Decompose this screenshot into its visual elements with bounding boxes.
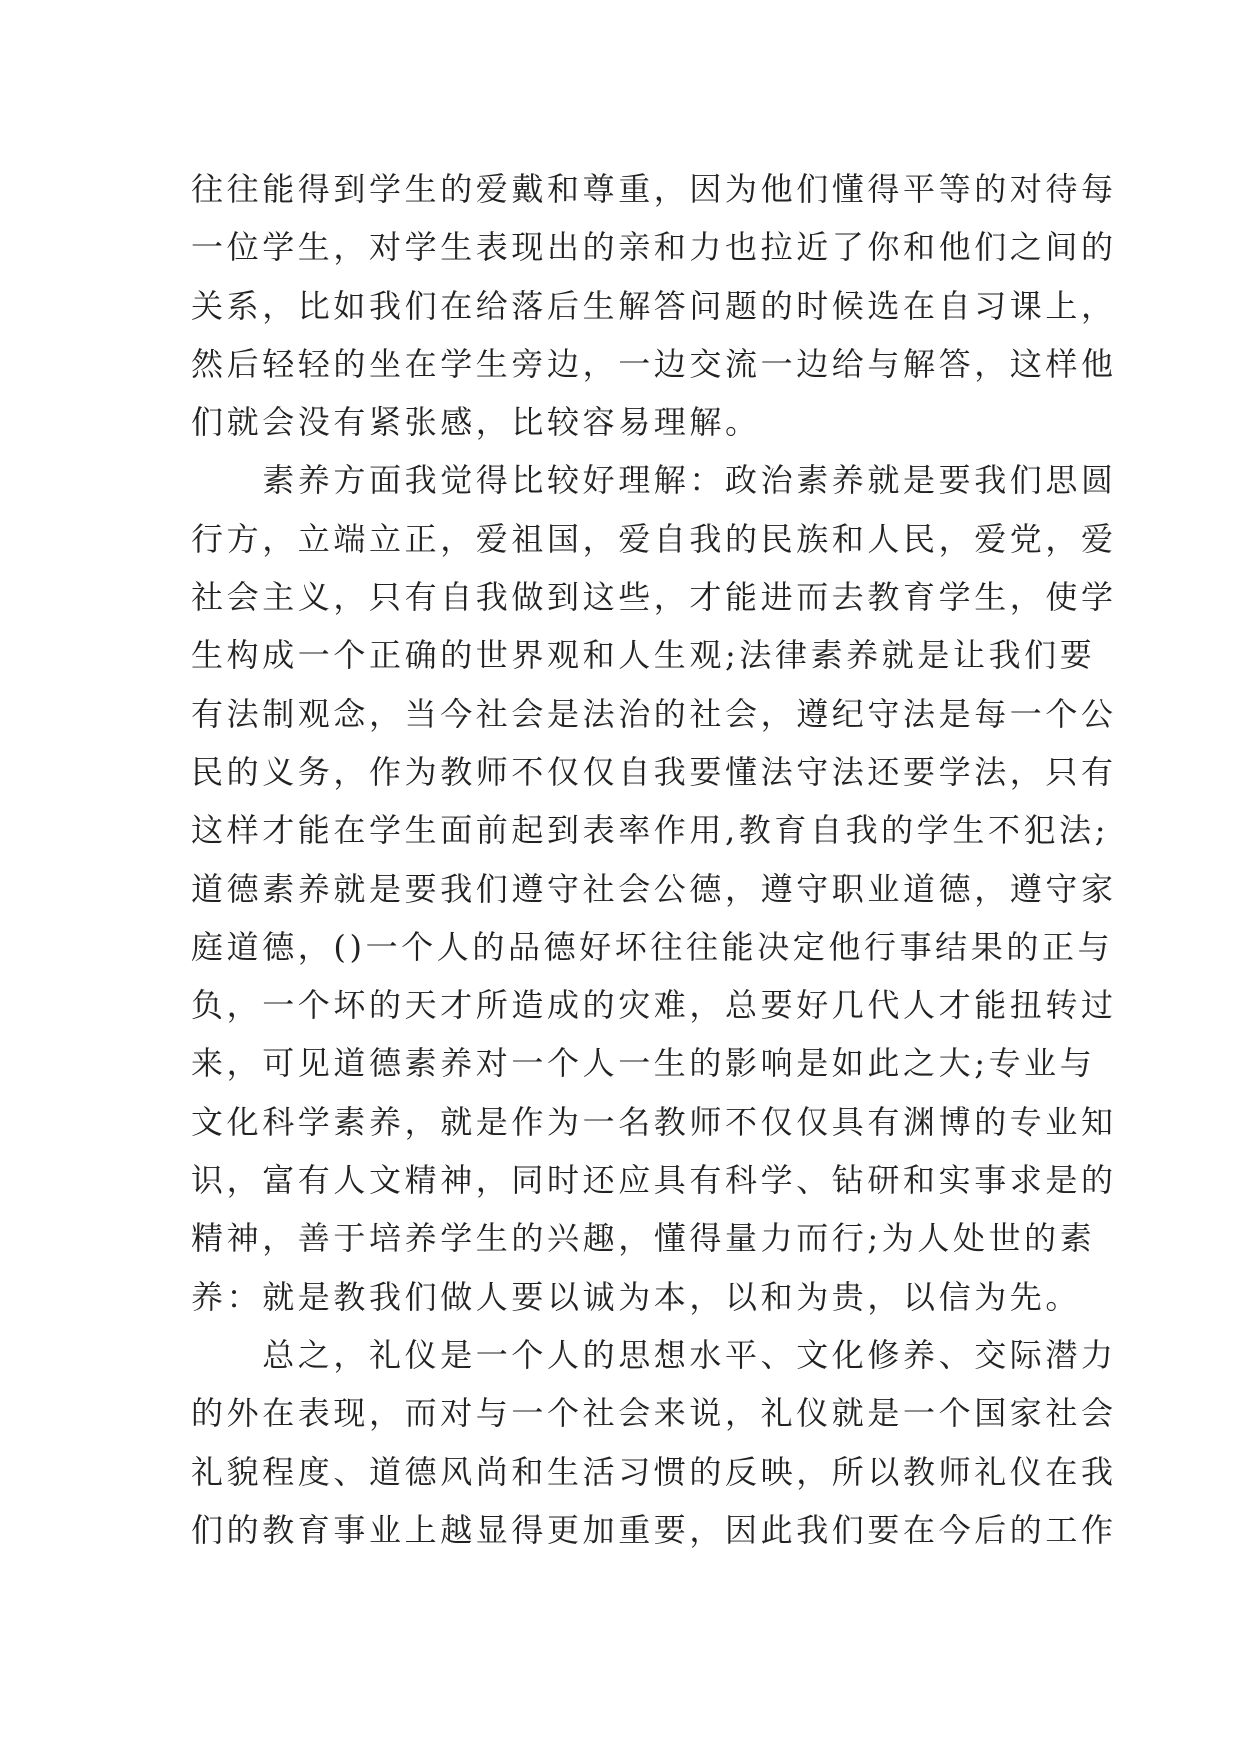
text-line: 一位学生，对学生表现出的亲和力也拉近了你和他们之间的 [191,228,1117,267]
paragraph [191,1326,1117,1559]
text-line: 关系，比如我们在给落后生解答问题的时候选在自习课上， [191,286,1117,325]
text-line: 总之，礼仪是一个人的思想水平、文化修养、交际潜力 [191,1335,1117,1374]
text-line: 负，一个坏的天才所造成的灾难，总要好几代人才能扭转过 [191,986,1117,1025]
text-line: 庭道德，()一个人的品德好坏往往能决定他行事结果的正与 [191,927,1114,966]
document-body [191,160,1117,1559]
text-line: 社会主义，只有自我做到这些，才能进而去教育学生，使学 [191,578,1117,617]
text-line: 识，富有人文精神，同时还应具有科学、钻研和实事求是的 [191,1161,1117,1200]
text-line: 行方，立端立正，爱祖国，爱自我的民族和人民，爱党，爱 [191,519,1117,558]
text-line: 有法制观念，当今社会是法治的社会，遵纪守法是每一个公 [191,694,1117,733]
text-line: 往往能得到学生的爱戴和尊重，因为他们懂得平等的对待每 [191,170,1117,208]
text-line: 道德素养就是要我们遵守社会公德，遵守职业道德，遵守家 [191,869,1117,908]
text-line: 精神，善于培养学生的兴趣，懂得量力而行;为人处世的素 [191,1219,1096,1258]
text-line: 生构成一个正确的世界观和人生观;法律素养就是让我们要 [191,636,1096,675]
paragraph [191,160,1117,451]
text-line: 然后轻轻的坐在学生旁边，一边交流一边给与解答，这样他 [191,344,1117,383]
text-line: 这样才能在学生面前起到表率作用,教育自我的学生不犯法; [191,811,1110,850]
text-line: 素养方面我觉得比较好理解：政治素养就是要我们思圆 [191,461,1117,500]
text-line: 来，可见道德素养对一个人一生的影响是如此之大;专业与 [191,1044,1096,1083]
text-line: 民的义务，作为教师不仅仅自我要懂法守法还要学法，只有 [191,752,1117,791]
text-line: 的外在表现，而对与一个社会来说，礼仪就是一个国家社会 [191,1394,1117,1433]
text-line: 文化科学素养，就是作为一名教师不仅仅具有渊博的专业知 [191,1102,1117,1141]
paragraph [191,451,1117,1325]
text-line: 们的教育事业上越显得更加重要，因此我们要在今后的工作 [191,1510,1117,1549]
text-line: 们就会没有紧张感，比较容易理解。 [191,403,761,442]
text-line: 养：就是教我们做人要以诚为本，以和为贵，以信为先。 [191,1277,1082,1316]
text-line: 礼貌程度、道德风尚和生活习惯的反映，所以教师礼仪在我 [191,1452,1117,1491]
